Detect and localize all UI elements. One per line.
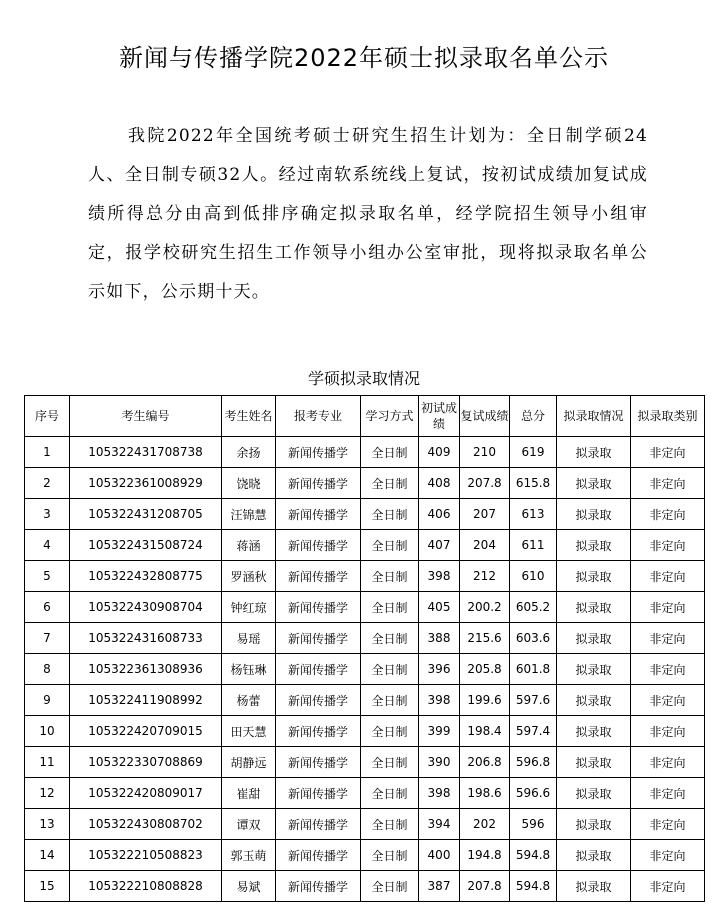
cell-admission-status: 拟录取 xyxy=(557,437,631,468)
cell-candidate-id: 105322210808828 xyxy=(70,871,222,902)
cell-study-mode: 全日制 xyxy=(361,592,419,623)
cell-retest-score: 207 xyxy=(460,499,510,530)
cell-candidate-id: 105322431508724 xyxy=(70,530,222,561)
cell-admission-type: 非定向 xyxy=(631,561,705,592)
table-row xyxy=(25,685,705,716)
cell-study-mode: 全日制 xyxy=(361,716,419,747)
cell-major: 新闻传播学 xyxy=(276,685,361,716)
cell-candidate-id: 105322431708738 xyxy=(70,437,222,468)
cell-candidate-id: 105322432808775 xyxy=(70,561,222,592)
cell-total: 594.8 xyxy=(510,840,557,871)
cell-admission-status: 拟录取 xyxy=(557,778,631,809)
cell-study-mode: 全日制 xyxy=(361,468,419,499)
table-row xyxy=(25,623,705,654)
cell-total: 603.6 xyxy=(510,623,557,654)
cell-name: 易瑶 xyxy=(222,623,276,654)
cell-initial-score: 408 xyxy=(419,468,460,499)
cell-major: 新闻传播学 xyxy=(276,623,361,654)
cell-admission-status: 拟录取 xyxy=(557,623,631,654)
table-row xyxy=(25,530,705,561)
cell-initial-score: 387 xyxy=(419,871,460,902)
table-row xyxy=(25,592,705,623)
cell-total: 611 xyxy=(510,530,557,561)
cell-admission-status: 拟录取 xyxy=(557,530,631,561)
header-initial-score: 初试成绩 xyxy=(419,396,460,437)
cell-study-mode: 全日制 xyxy=(361,654,419,685)
cell-admission-status: 拟录取 xyxy=(557,747,631,778)
cell-study-mode: 全日制 xyxy=(361,623,419,654)
cell-total: 613 xyxy=(510,499,557,530)
cell-study-mode: 全日制 xyxy=(361,561,419,592)
cell-candidate-id: 105322420809017 xyxy=(70,778,222,809)
cell-index: 14 xyxy=(25,840,70,871)
cell-admission-type: 非定向 xyxy=(631,685,705,716)
cell-index: 4 xyxy=(25,530,70,561)
cell-major: 新闻传播学 xyxy=(276,871,361,902)
cell-admission-status: 拟录取 xyxy=(557,685,631,716)
cell-initial-score: 394 xyxy=(419,809,460,840)
cell-admission-type: 非定向 xyxy=(631,840,705,871)
cell-initial-score: 405 xyxy=(419,592,460,623)
cell-index: 2 xyxy=(25,468,70,499)
cell-candidate-id: 105322411908992 xyxy=(70,685,222,716)
cell-initial-score: 406 xyxy=(419,499,460,530)
cell-major: 新闻传播学 xyxy=(276,437,361,468)
cell-retest-score: 194.8 xyxy=(460,840,510,871)
cell-index: 3 xyxy=(25,499,70,530)
cell-total: 597.4 xyxy=(510,716,557,747)
cell-candidate-id: 105322430908704 xyxy=(70,592,222,623)
cell-retest-score: 206.8 xyxy=(460,747,510,778)
cell-admission-type: 非定向 xyxy=(631,468,705,499)
table-row xyxy=(25,716,705,747)
cell-total: 610 xyxy=(510,561,557,592)
cell-major: 新闻传播学 xyxy=(276,592,361,623)
cell-candidate-id: 105322361308936 xyxy=(70,654,222,685)
cell-initial-score: 390 xyxy=(419,747,460,778)
cell-total: 615.8 xyxy=(510,468,557,499)
cell-total: 597.6 xyxy=(510,685,557,716)
table-row xyxy=(25,468,705,499)
cell-admission-type: 非定向 xyxy=(631,623,705,654)
header-major: 报考专业 xyxy=(276,396,361,437)
cell-major: 新闻传播学 xyxy=(276,747,361,778)
cell-retest-score: 198.6 xyxy=(460,778,510,809)
header-name: 考生姓名 xyxy=(222,396,276,437)
cell-study-mode: 全日制 xyxy=(361,685,419,716)
cell-admission-status: 拟录取 xyxy=(557,468,631,499)
cell-admission-status: 拟录取 xyxy=(557,840,631,871)
cell-total: 596.6 xyxy=(510,778,557,809)
cell-study-mode: 全日制 xyxy=(361,437,419,468)
cell-total: 594.8 xyxy=(510,871,557,902)
cell-name: 罗涵秋 xyxy=(222,561,276,592)
cell-admission-type: 非定向 xyxy=(631,437,705,468)
cell-initial-score: 388 xyxy=(419,623,460,654)
cell-admission-type: 非定向 xyxy=(631,654,705,685)
cell-major: 新闻传播学 xyxy=(276,530,361,561)
cell-admission-status: 拟录取 xyxy=(557,561,631,592)
cell-study-mode: 全日制 xyxy=(361,778,419,809)
table-row xyxy=(25,561,705,592)
cell-retest-score: 204 xyxy=(460,530,510,561)
cell-major: 新闻传播学 xyxy=(276,716,361,747)
cell-admission-status: 拟录取 xyxy=(557,716,631,747)
cell-index: 9 xyxy=(25,685,70,716)
admission-table xyxy=(24,395,705,902)
cell-study-mode: 全日制 xyxy=(361,840,419,871)
cell-candidate-id: 105322431208705 xyxy=(70,499,222,530)
cell-index: 11 xyxy=(25,747,70,778)
cell-total: 596.8 xyxy=(510,747,557,778)
cell-admission-type: 非定向 xyxy=(631,871,705,902)
cell-retest-score: 205.8 xyxy=(460,654,510,685)
table-row xyxy=(25,437,705,468)
cell-total: 619 xyxy=(510,437,557,468)
cell-admission-status: 拟录取 xyxy=(557,592,631,623)
cell-study-mode: 全日制 xyxy=(361,871,419,902)
cell-retest-score: 199.6 xyxy=(460,685,510,716)
header-retest-score: 复试成绩 xyxy=(460,396,510,437)
cell-index: 5 xyxy=(25,561,70,592)
table-row xyxy=(25,747,705,778)
cell-index: 12 xyxy=(25,778,70,809)
cell-study-mode: 全日制 xyxy=(361,530,419,561)
cell-initial-score: 399 xyxy=(419,716,460,747)
cell-name: 钟红琼 xyxy=(222,592,276,623)
cell-total: 596 xyxy=(510,809,557,840)
cell-initial-score: 409 xyxy=(419,437,460,468)
cell-study-mode: 全日制 xyxy=(361,747,419,778)
cell-name: 郭玉萌 xyxy=(222,840,276,871)
cell-initial-score: 400 xyxy=(419,840,460,871)
cell-initial-score: 407 xyxy=(419,530,460,561)
cell-name: 田天慧 xyxy=(222,716,276,747)
cell-retest-score: 210 xyxy=(460,437,510,468)
cell-admission-type: 非定向 xyxy=(631,716,705,747)
cell-study-mode: 全日制 xyxy=(361,809,419,840)
cell-candidate-id: 105322330708869 xyxy=(70,747,222,778)
table-row xyxy=(25,654,705,685)
cell-retest-score: 198.4 xyxy=(460,716,510,747)
cell-major: 新闻传播学 xyxy=(276,840,361,871)
cell-retest-score: 200.2 xyxy=(460,592,510,623)
cell-retest-score: 207.8 xyxy=(460,871,510,902)
cell-name: 蒋涵 xyxy=(222,530,276,561)
cell-admission-status: 拟录取 xyxy=(557,871,631,902)
cell-name: 易斌 xyxy=(222,871,276,902)
table-row xyxy=(25,871,705,902)
cell-retest-score: 215.6 xyxy=(460,623,510,654)
cell-index: 13 xyxy=(25,809,70,840)
header-total: 总分 xyxy=(510,396,557,437)
cell-initial-score: 398 xyxy=(419,561,460,592)
cell-index: 7 xyxy=(25,623,70,654)
header-candidate-id: 考生编号 xyxy=(70,396,222,437)
header-admission-status: 拟录取情况 xyxy=(557,396,631,437)
cell-name: 汪锦慧 xyxy=(222,499,276,530)
cell-admission-type: 非定向 xyxy=(631,499,705,530)
cell-name: 饶晓 xyxy=(222,468,276,499)
cell-candidate-id: 105322430808702 xyxy=(70,809,222,840)
page-title: 新闻与传播学院2022年硕士拟录取名单公示 xyxy=(118,44,610,72)
header-index: 序号 xyxy=(25,396,70,437)
cell-admission-type: 非定向 xyxy=(631,809,705,840)
cell-admission-type: 非定向 xyxy=(631,592,705,623)
cell-major: 新闻传播学 xyxy=(276,654,361,685)
cell-name: 杨蕾 xyxy=(222,685,276,716)
cell-index: 10 xyxy=(25,716,70,747)
cell-admission-status: 拟录取 xyxy=(557,809,631,840)
table-row xyxy=(25,778,705,809)
header-admission-type: 拟录取类别 xyxy=(631,396,705,437)
cell-name: 崔甜 xyxy=(222,778,276,809)
cell-candidate-id: 105322210508823 xyxy=(70,840,222,871)
table-row xyxy=(25,809,705,840)
cell-admission-status: 拟录取 xyxy=(557,654,631,685)
header-study-mode: 学习方式 xyxy=(361,396,419,437)
intro-paragraph: 我院2022年全国统考硕士研究生招生计划为：全日制学硕24人、全日制专硕32人。经过南软系统线上复试，按初试成绩加复试成绩所得总分由高到低排序确定拟录取名单，经学院招生领导小组审定，报学校研究生招生工作领导小组办公室审批，现将拟录取名单公示如下，公示期十天。 xyxy=(88,126,648,302)
cell-index: 15 xyxy=(25,871,70,902)
cell-retest-score: 202 xyxy=(460,809,510,840)
cell-major: 新闻传播学 xyxy=(276,468,361,499)
table-row xyxy=(25,499,705,530)
cell-admission-type: 非定向 xyxy=(631,530,705,561)
cell-name: 杨钰琳 xyxy=(222,654,276,685)
cell-candidate-id: 105322361008929 xyxy=(70,468,222,499)
cell-index: 1 xyxy=(25,437,70,468)
table-header-row xyxy=(25,396,705,437)
cell-admission-type: 非定向 xyxy=(631,778,705,809)
cell-candidate-id: 105322420709015 xyxy=(70,716,222,747)
cell-initial-score: 398 xyxy=(419,685,460,716)
cell-name: 胡静远 xyxy=(222,747,276,778)
cell-name: 余扬 xyxy=(222,437,276,468)
cell-admission-status: 拟录取 xyxy=(557,499,631,530)
table-caption: 学硕拟录取情况 xyxy=(307,369,420,388)
cell-retest-score: 212 xyxy=(460,561,510,592)
cell-retest-score: 207.8 xyxy=(460,468,510,499)
cell-major: 新闻传播学 xyxy=(276,778,361,809)
cell-index: 6 xyxy=(25,592,70,623)
cell-admission-type: 非定向 xyxy=(631,747,705,778)
cell-name: 谭双 xyxy=(222,809,276,840)
cell-major: 新闻传播学 xyxy=(276,809,361,840)
table-row xyxy=(25,840,705,871)
cell-candidate-id: 105322431608733 xyxy=(70,623,222,654)
cell-total: 601.8 xyxy=(510,654,557,685)
cell-initial-score: 398 xyxy=(419,778,460,809)
cell-study-mode: 全日制 xyxy=(361,499,419,530)
cell-major: 新闻传播学 xyxy=(276,499,361,530)
cell-index: 8 xyxy=(25,654,70,685)
cell-initial-score: 396 xyxy=(419,654,460,685)
cell-total: 605.2 xyxy=(510,592,557,623)
cell-major: 新闻传播学 xyxy=(276,561,361,592)
